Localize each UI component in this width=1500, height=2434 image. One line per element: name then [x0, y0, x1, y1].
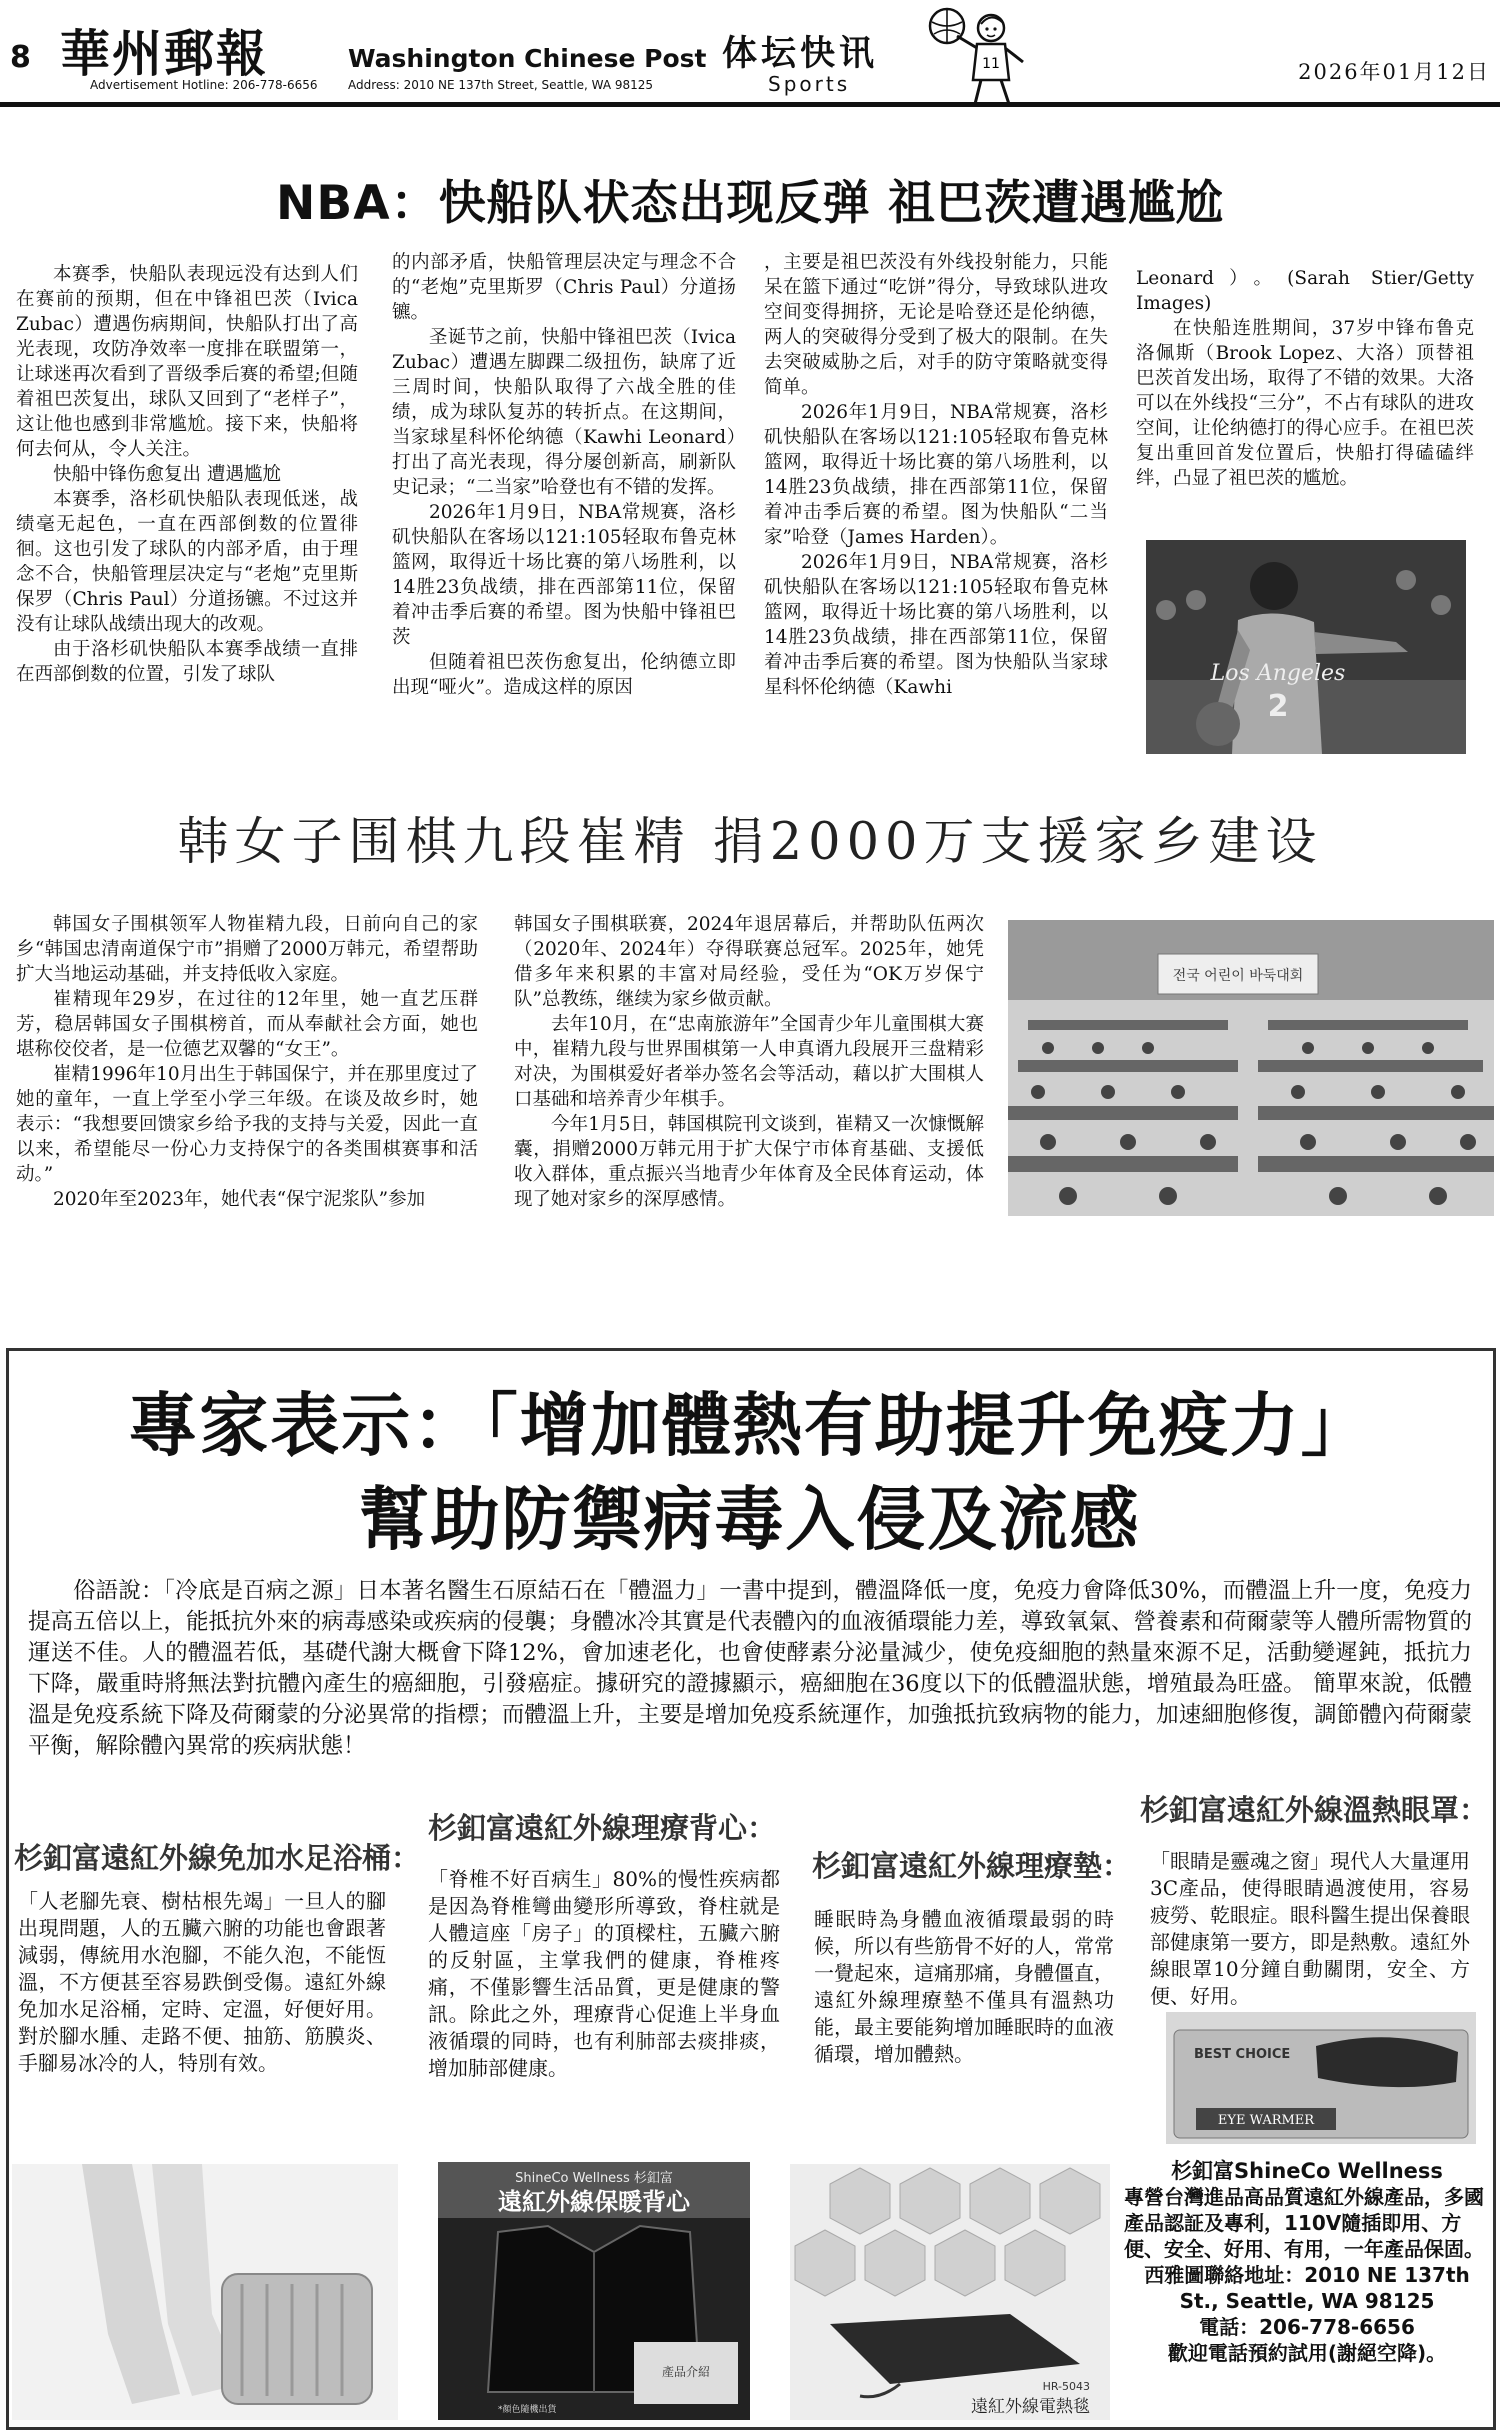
trial-note: 歡迎電話預約試用(謝絕空降)。 — [1167, 2341, 1447, 2365]
paragraph: 去年10月，在“忠南旅游年”全国青少年儿童围棋大赛中，崔精九段与世界围棋第一人申真谞九段展开三盘精彩对决，为围棋爱好者举办签名会等活动，藉以扩大围棋人口基础和培养青少年棋手。 — [514, 1014, 984, 1110]
basketball-player-photo — [1146, 540, 1466, 754]
paragraph: 圣诞节之前，快船中锋祖巴茨（Ivica Zubac）遭遇左脚踝二级扭伤，缺席了近三周时间，快船队取得了六战全胜的佳绩，成为球队复苏的转折点。在这期间，当家球星科怀伦纳德（Kawhi Leonard）打出了高光表现，得分屡创新高，刷新队史记录；“二当家”哈登也有不错的发挥。 — [392, 327, 736, 498]
weiqi-column-2 — [514, 912, 984, 1212]
paragraph: 的内部矛盾，快船管理层决定与理念不合的“老炮”克里斯罗（Chris Paul）分道扬镳。 — [392, 252, 736, 323]
nba-article-headline: NBA：快船队状态出现反弹 祖巴茨遭遇尴尬 — [276, 176, 1224, 231]
pad-heading: 杉釦富遠紅外線理療墊： — [812, 1849, 1132, 1883]
paragraph: ，主要是祖巴茨没有外线投射能力，只能呆在篮下通过“吃饼”得分，导致球队进攻空间变得拥挤，无论是哈登还是伦纳德，两人的突破得分受到了极大的限制。在失去突破威胁之后，对手的防守策略就变得简单。 — [764, 252, 1108, 398]
ad-headline-1: 專家表示：「增加體熱有助提升免疫力」 — [128, 1386, 1372, 1466]
paragraph: 崔精1996年10月出生于韩国保宁，并在那里度过了她的童年，一直上学至小学三年级。在谈及故乡时，她表示：“我想要回馈家乡给予我的支持与关爱，因此一直以来，希望能尽一份心力支持保宁的各类围棋赛事和活动。” — [16, 1064, 478, 1185]
paragraph: 由于洛杉矶快船队本赛季战绩一直排在西部倒数的位置，引发了球队 — [16, 639, 358, 685]
eye-mask-heading: 杉釦富遠紅外線溫熱眼罩： — [1140, 1793, 1489, 1827]
page-number: 8 — [10, 40, 31, 75]
paragraph: 韩国女子围棋领军人物崔精九段，日前向自己的家乡“韩国忠清南道保宁市”捐赠了2000万韩元，希望帮助扩大当地运动基础，并支持低收入家庭。 — [16, 914, 478, 985]
vest-brand: ShineCo Wellness 杉釦富 — [515, 2171, 673, 2186]
foot-bath-heading: 杉釦富遠紅外線免加水足浴桶： — [14, 1841, 421, 1875]
weiqi-column-1 — [16, 912, 478, 1212]
vest-text: 「脊椎不好百病生」80%的慢性疾病都是因為脊椎彎曲變形所導致，脊柱就是人體這座「房子」的頂樑柱，五臟六腑的反射區，主掌我們的健康，脊椎疼痛，不僅影響生活品質，更是健康的警訊。除此之外，理療背心促進上半身血液循環的同時，也有利肺部去痰排痰，增加肺部健康。 — [428, 1867, 780, 2080]
company-name: 杉釦富ShineCo Wellness — [1171, 2159, 1443, 2183]
paragraph: 本赛季，快船队表现远没有达到人们在赛前的预期，但在中锋祖巴茨（Ivica Zubac）遭遇伤病期间，快船队打出了高光表现，攻防净效率一度排在联盟第一，让球迷再次看到了晋级季后赛的希望;但随着祖巴茨复出，球队又回到了“老样子”，这让他也感到非常尴尬。接下来，快船将何去何从，令人关注。 — [16, 264, 358, 460]
paragraph: 2026年1月9日，NBA常规赛，洛杉矶快船队在客场以121:105轻取布鲁克林篮网，取得近十场比赛的第八场胜利，以14胜23负战绩，排在西部第11位，保留着冲击季后赛的希望。图为快船队当家球星科怀伦纳德（Kawhi — [764, 552, 1108, 698]
header-divider — [0, 102, 1500, 107]
eye-warmer-photo — [1166, 2012, 1476, 2144]
nba-column-2 — [392, 250, 736, 700]
eye-warmer-label: EYE WARMER — [1217, 2113, 1315, 2128]
ad-headline-2: 幫助防禦病毒入侵及流感 — [359, 1480, 1141, 1560]
foot-bath-photo — [12, 2164, 398, 2420]
paragraph: 但随着祖巴茨伤愈复出，伦纳德立即出现“哑火”。造成这样的原因 — [392, 652, 736, 698]
eye-mask-text: 「眼睛是靈魂之窗」現代人大量運用3C產品，使得眼睛過渡使用，容易疲勞、乾眼症。眼科醫生提出保養眼部健康第一要方，即是熱敷。遠紅外線眼罩10分鐘自動關閉，安全、方便、好用。 — [1150, 1849, 1470, 2008]
vest-image-title: 遠紅外線保暖背心 — [498, 2188, 690, 2216]
vest-note: *顏色隨機出貨 — [498, 2405, 557, 2415]
mascot-jersey-number: 11 — [982, 56, 1000, 72]
weiqi-article-headline: 韩女子围棋九段崔精 捐2000万支援家乡建设 — [177, 813, 1323, 872]
section-title: 体坛快讯 — [722, 33, 879, 74]
company-address: 西雅圖聯絡地址：2010 NE 137th St., Seattle, WA 98125 — [1144, 2263, 1470, 2313]
basketball-player-icon — [925, 4, 1035, 108]
pad-text: 睡眠時為身體血液循環最弱的時候，所以有些筋骨不好的人，常常一覺起來，這痛那痛，身體僵直，遠紅外線理療墊不僅具有溫熱功能，最主要能夠增加睡眠時的血液循環，增加體熱。 — [814, 1907, 1114, 2066]
nba-column-1 — [16, 262, 358, 687]
heating-pad-photo — [790, 2164, 1110, 2420]
foot-bath-text: 「人老腳先衰、樹枯根先竭」一旦人的腳出現問題，人的五臟六腑的功能也會跟著減弱，傳統用水泡腳，不能久泡，不能恆溫，不方便甚至容易跌倒受傷。遠紅外線免加水足浴桶，定時、定溫，好便好用。對於腳水腫、走路不便、抽筋、筋膜炎、手腳易冰冷的人，特別有效。 — [18, 1889, 386, 2075]
company-description: 專營台灣進品高品質遠紅外線產品，多國產品認証及專利，110V隨插即用、方便、安全、好用、有用，一年產品保固。 — [1124, 2185, 1484, 2261]
ad-hotline: Advertisement Hotline: 206-778-6656 — [90, 78, 318, 92]
paragraph: 今年1月5日，韩国棋院刊文谈到，崔精又一次慷慨解囊，捐赠2000万韩元用于扩大保宁市体育基础、支援低收入群体，重点振兴当地青少年体育及全民体育运动，体现了她对家乡的深厚感情。 — [514, 1114, 984, 1210]
jersey-number: 2 — [1267, 689, 1289, 724]
paragraph: 2026年1月9日，NBA常规赛，洛杉矶快船队在客场以121:105轻取布鲁克林篮网，取得近十场比赛的第八场胜利，以14胜23负战绩，排在西部第11位，保留着冲击季后赛的希望。图为快船中锋祖巴茨 — [392, 502, 736, 648]
company-phone: 電話：206-778-6656 — [1199, 2315, 1415, 2339]
jersey-text: Los Angeles — [1210, 661, 1346, 686]
paragraph: Leonard）。(Sarah Stier/Getty Images) — [1136, 268, 1474, 314]
tournament-banner: 전국 어린이 바둑대회 — [1172, 968, 1304, 984]
nba-column-4 — [1136, 266, 1474, 491]
issue-date: 2026年01月12日 — [1298, 60, 1490, 84]
pad-caption: 遠紅外線電熱毯 — [971, 2397, 1090, 2417]
pad-model: HR-5043 — [1042, 2380, 1090, 2393]
paragraph: 崔精现年29岁，在过往的12年里，她一直艺压群芳，稳居韩国女子围棋榜首，而从奉献社会方面，她也堪称佼佼者，是一位德艺双馨的“女王”。 — [16, 989, 478, 1060]
paragraph: 本赛季，洛杉矶快船队表现低迷，战绩毫无起色，一直在西部倒数的位置徘徊。这也引发了球队的内部矛盾，由于理念不合，快船管理层决定与“老炮”克里斯保罗（Chris Paul）分道扬镳。不过这并没有让球队战绩出现大的改观。 — [16, 489, 358, 635]
go-tournament-photo — [1008, 920, 1494, 1216]
vest-photo — [438, 2162, 750, 2420]
paper-name: 華州郵報 — [60, 24, 268, 83]
paragraph: 韩国女子围棋联赛，2024年退居幕后，并帮助队伍两次（2020年、2024年）夺得联赛总冠军。2025年，她凭借多年来积累的丰富对局经验，受任为“OK万岁保宁队”总教练，继续为家乡做贡献。 — [514, 914, 984, 1010]
masthead — [0, 0, 1500, 108]
vest-info-box: 產品介紹 — [661, 2365, 711, 2379]
paragraph: 2026年1月9日，NBA常规赛，洛杉矶快船队在客场以121:105轻取布鲁克林篮网，取得近十场比赛的第八场胜利，以14胜23负战绩，排在西部第11位，保留着冲击季后赛的希望。图为快船队“二当家”哈登（James Harden）。 — [764, 402, 1108, 548]
paragraph: 2020年至2023年，她代表“保宁泥浆队”参加 — [53, 1189, 426, 1210]
paper-address: Address: 2010 NE 137th Street, Seattle, WA 98125 — [348, 78, 654, 92]
ad-intro-text: 俗語說：「冷底是百病之源」日本著名醫生石原結石在「體溫力」一書中提到，體溫降低一度，免疫力會降低30%，而體溫上升一度，免疫力提高五倍以上，能抵抗外來的病毒感染或疾病的侵襲；身體冰冷其實是代表體內的血液循環能力差，導致氧氣、營養素和荷爾蒙等人體所需物質的運送不佳。人的體溫若低，基礎代謝大概會下降12%，會加速老化，也會使酵素分泌量減少，使免疫細胞的熱量來源不足，活動變遲鈍，抵抗力下降，嚴重時將無法對抗體內產生的癌細胞，引發癌症。據研究的證據顯示，癌細胞在36度以下的低體溫狀態，增殖最為旺盛。 簡單來說，低體溫是免疫系統下降及荷爾蒙的分泌異常的指標；而體溫上升，主要是增加免疫系統運作，加強抵抗致病物的能力，加速細胞修復，調節體內荷爾蒙平衡，解除體內異常的疾病狀態！ — [28, 1578, 1472, 1759]
ad-contact-info — [1124, 2158, 1490, 2366]
vest-heading: 杉釦富遠紅外線理療背心： — [428, 1811, 777, 1845]
nba-column-3 — [764, 250, 1108, 700]
paragraph: 在快船连胜期间，37岁中锋布鲁克洛佩斯（Brook Lopez、大洛）顶替祖巴茨首发出场，取得了不错的效果。大洛可以在外线投“三分”，不占有球队的进攻空间，让伦纳德打的得心应手。在祖巴茨复出重回首发位置后，快船打得磕磕绊绊，凸显了祖巴茨的尴尬。 — [1136, 318, 1474, 489]
eye-warmer-badge: BEST CHOICE — [1194, 2047, 1291, 2062]
subheading: 快船中锋伤愈复出 遭遇尴尬 — [53, 464, 281, 485]
paper-name-english: Washington Chinese Post — [348, 44, 707, 73]
section-subtitle: Sports — [768, 72, 851, 96]
